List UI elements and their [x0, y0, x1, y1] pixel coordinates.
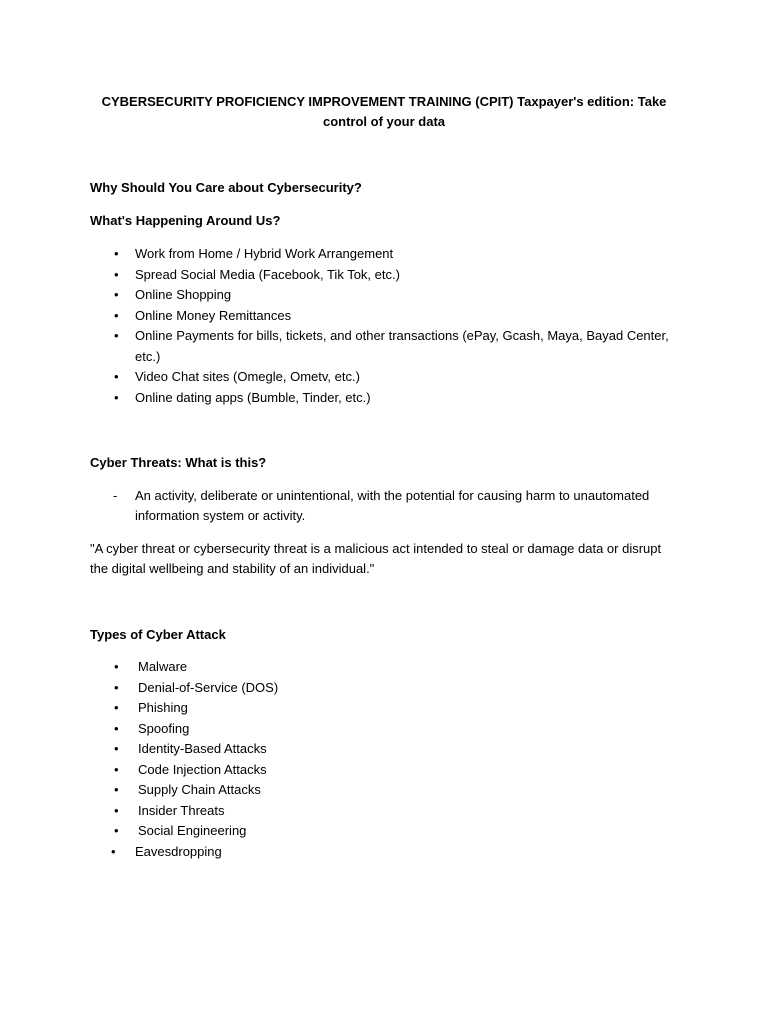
bullet-icon: •	[114, 741, 119, 756]
list-item-text: Online Payments for bills, tickets, and other transactions (ePay, Gcash, Maya, Bayad Center, etc.)	[135, 328, 669, 364]
heading-whats-happening: What's Happening Around Us?	[90, 213, 281, 228]
bullet-icon: •	[114, 823, 119, 838]
document-title: CYBERSECURITY PROFICIENCY IMPROVEMENT TRAINING (CPIT) Taxpayer's edition: Take control of your data	[101, 94, 667, 129]
list-item-text: Phishing	[138, 700, 188, 715]
list-item-text: Eavesdropping	[135, 843, 222, 859]
list-item	[90, 698, 678, 719]
heading-types-of-attack: Types of Cyber Attack	[90, 627, 226, 642]
bullet-icon: •	[114, 782, 119, 797]
list-item-text: Spoofing	[138, 720, 190, 736]
list-item	[90, 244, 675, 265]
bullet-icon: •	[114, 761, 119, 777]
bullet-icon: •	[114, 679, 119, 695]
bullet-icon: •	[114, 659, 119, 674]
dash-icon: -	[113, 488, 118, 503]
list-item	[90, 801, 678, 822]
list-item-text: Supply Chain Attacks	[138, 782, 261, 797]
list-item-text: Denial-of-Service (DOS)	[138, 679, 279, 695]
list-item	[90, 388, 675, 409]
bullet-icon: •	[114, 802, 119, 818]
list-item-text: Code Injection Attacks	[138, 761, 267, 777]
bullet-icon: •	[114, 328, 119, 343]
bullet-icon: •	[114, 389, 119, 405]
list-item	[90, 657, 678, 678]
bullet-icon: •	[114, 287, 119, 302]
list-item	[90, 739, 678, 760]
bullet-icon: •	[111, 843, 116, 859]
list-item-text: Online Money Remittances	[135, 307, 292, 323]
list-item-text: Spread Social Media (Facebook, Tik Tok, etc.)	[135, 266, 400, 282]
list-item-text: Video Chat sites (Omegle, Ometv, etc.)	[135, 369, 360, 384]
list-item	[90, 367, 675, 388]
list-item	[90, 719, 678, 740]
heading-cyber-threats: Cyber Threats: What is this?	[90, 455, 267, 470]
bullet-icon: •	[114, 246, 119, 261]
list-item-text: Insider Threats	[138, 802, 225, 818]
list-item-text: Malware	[138, 659, 188, 674]
threat-definition	[90, 486, 680, 526]
bullet-icon: •	[114, 369, 119, 384]
list-item-text: Social Engineering	[138, 823, 247, 838]
list-item-text: Online dating apps (Bumble, Tinder, etc.)	[135, 389, 371, 405]
bullet-icon: •	[114, 720, 119, 736]
list-item	[90, 306, 675, 327]
attack-types-list	[90, 657, 678, 862]
threat-definition-text: An activity, deliberate or unintentional, with the potential for causing harm to unautomated information system or activity.	[135, 488, 650, 523]
happening-list	[90, 244, 675, 408]
list-item-text: Work from Home / Hybrid Work Arrangement	[135, 246, 394, 261]
heading-why-care: Why Should You Care about Cybersecurity?	[90, 180, 362, 195]
list-item	[90, 842, 678, 863]
list-item-text: Identity-Based Attacks	[138, 741, 267, 756]
list-item	[90, 265, 675, 286]
list-item	[90, 780, 678, 801]
bullet-icon: •	[114, 266, 119, 282]
list-item	[90, 326, 675, 367]
bullet-icon: •	[114, 700, 119, 715]
list-item	[90, 678, 678, 699]
bullet-icon: •	[114, 307, 119, 323]
list-item	[90, 821, 678, 842]
list-item	[90, 285, 675, 306]
list-item	[90, 760, 678, 781]
threat-quote: "A cyber threat or cybersecurity threat is a malicious act intended to steal or damage data or disrupt the digital wellbeing and stability of an individual."	[90, 541, 662, 576]
list-item-text: Online Shopping	[135, 287, 232, 302]
